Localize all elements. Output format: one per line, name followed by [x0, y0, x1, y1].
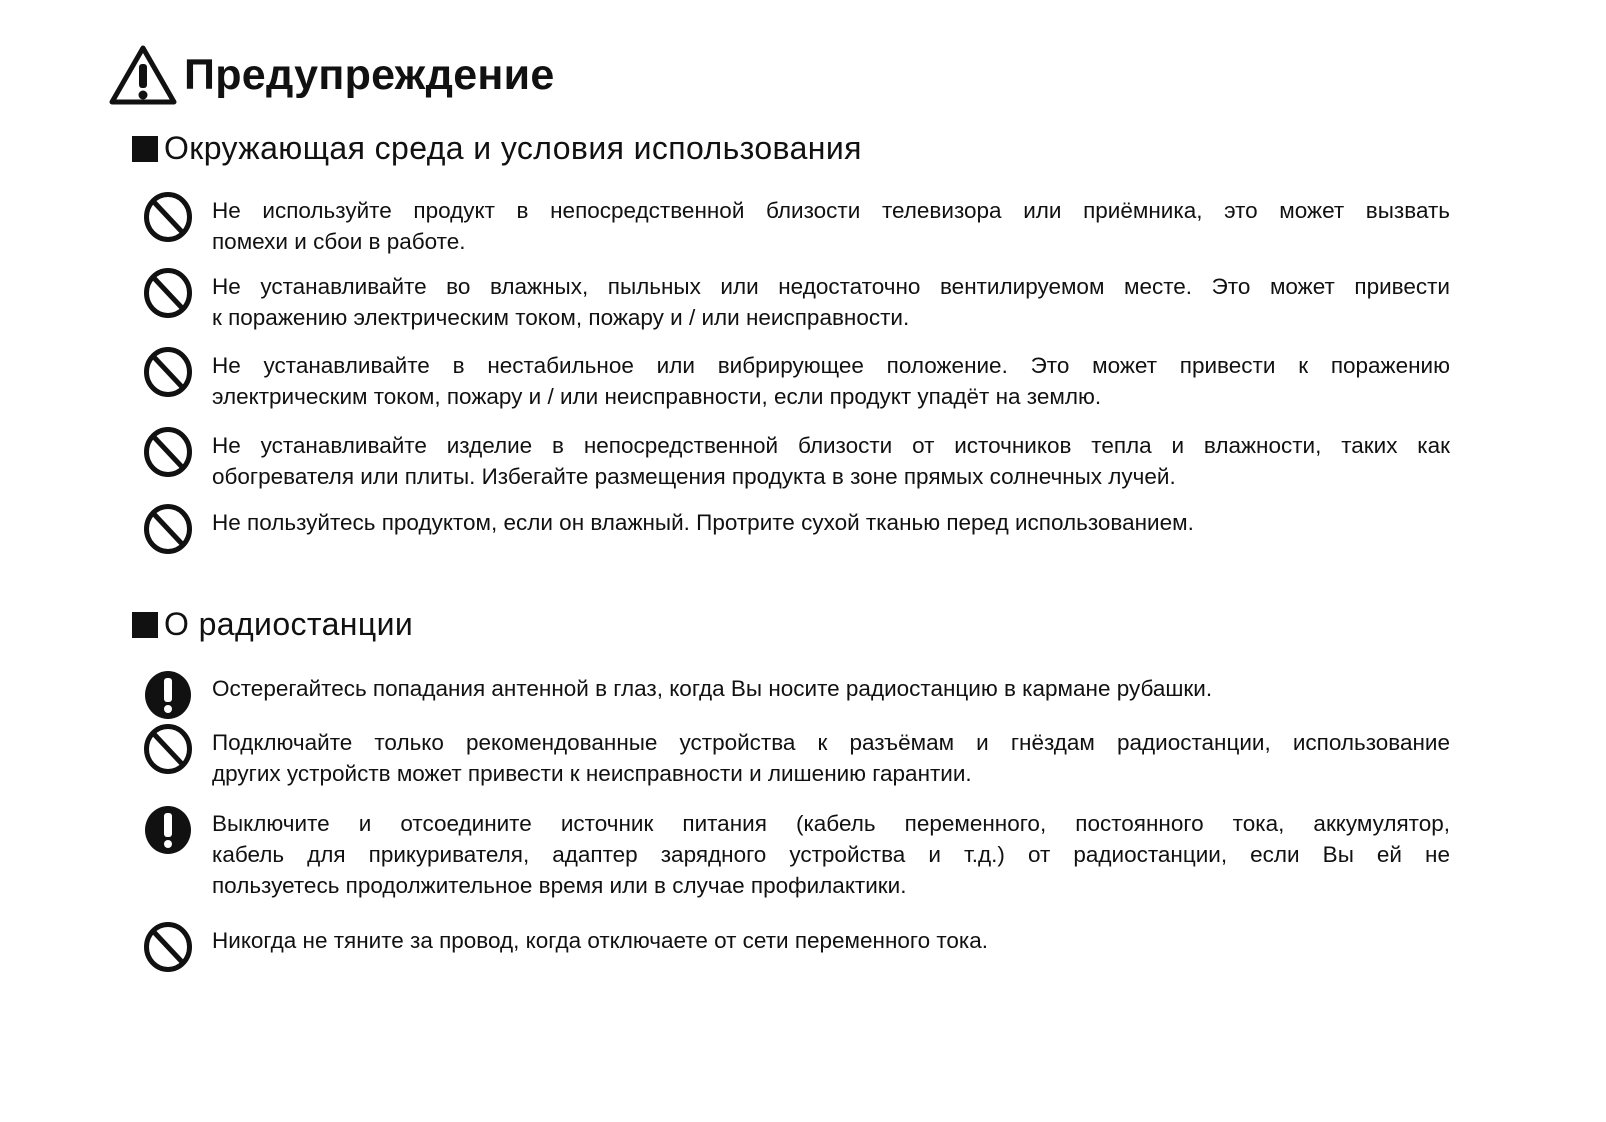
text-line: кабель для прикуривателя, адаптер зарядного устройства и т.д.) от радиостанции, если Вы ей не	[212, 842, 1450, 867]
text-line: обогревателя или плиты. Избегайте размещения продукта в зоне прямых солнечных лучей.	[212, 464, 1176, 489]
square-bullet-icon	[132, 612, 158, 638]
text-line: Подключайте только рекомендованные устройства к разъёмам и гнёздам радиостанции, использование	[212, 730, 1450, 755]
warning-text	[212, 350, 1450, 412]
warning-triangle-icon	[108, 44, 178, 106]
prohibition-icon	[142, 267, 194, 319]
warning-text	[212, 271, 1450, 333]
warning-text	[212, 673, 1450, 704]
text-line: Не устанавливайте изделие в непосредственной близости от источников тепла и влажности, таких как	[212, 433, 1450, 458]
exclamation-icon	[142, 804, 194, 856]
warning-text	[212, 507, 1450, 538]
warning-text	[212, 925, 1450, 956]
text-line: других устройств может привести к неисправности и лишению гарантии.	[212, 761, 972, 786]
text-line: к поражению электрическим током, пожару и / или неисправности.	[212, 305, 910, 330]
text-line: Не устанавливайте во влажных, пыльных или недостаточно вентилируемом месте. Это может привести	[212, 274, 1450, 299]
prohibition-icon	[142, 191, 194, 243]
section-heading-text: Окружающая среда и условия использования	[164, 130, 862, 166]
text-line: Не устанавливайте в нестабильное или вибрирующее положение. Это может привести к поражению	[212, 353, 1450, 378]
prohibition-icon	[142, 921, 194, 973]
warning-text	[212, 808, 1450, 901]
prohibition-icon	[142, 426, 194, 478]
prohibition-icon	[142, 723, 194, 775]
exclamation-icon	[142, 669, 194, 721]
text-line: пользуетесь продолжительное время или в случае профилактики.	[212, 873, 907, 898]
text-line: помехи и сбои в работе.	[212, 229, 466, 254]
prohibition-icon	[142, 503, 194, 555]
text-line: Никогда не тяните за провод, когда отключаете от сети переменного тока.	[212, 928, 989, 953]
warning-text	[212, 727, 1450, 789]
section-heading-environment	[132, 130, 862, 167]
title-text: Предупреждение	[184, 50, 555, 99]
text-line: Не пользуйтесь продуктом, если он влажный. Протрите сухой тканью перед использованием.	[212, 510, 1194, 535]
square-bullet-icon	[132, 136, 158, 162]
warning-text	[212, 195, 1450, 257]
warning-text	[212, 430, 1450, 492]
page-title	[108, 44, 555, 106]
section-heading-radio	[132, 606, 413, 643]
section-heading-text: О радиостанции	[164, 606, 414, 642]
text-line: электрическим током, пожару и / или неисправности, если продукт упадёт на землю.	[212, 384, 1102, 409]
text-line: Остерегайтесь попадания антенной в глаз, когда Вы носите радиостанцию в кармане рубашки.	[212, 676, 1213, 701]
prohibition-icon	[142, 346, 194, 398]
text-line: Выключите и отсоедините источник питания (кабель переменного, постоянного тока, аккумулятор,	[212, 811, 1450, 836]
text-line: Не используйте продукт в непосредственной близости телевизора или приёмника, это может вызвать	[212, 198, 1450, 223]
